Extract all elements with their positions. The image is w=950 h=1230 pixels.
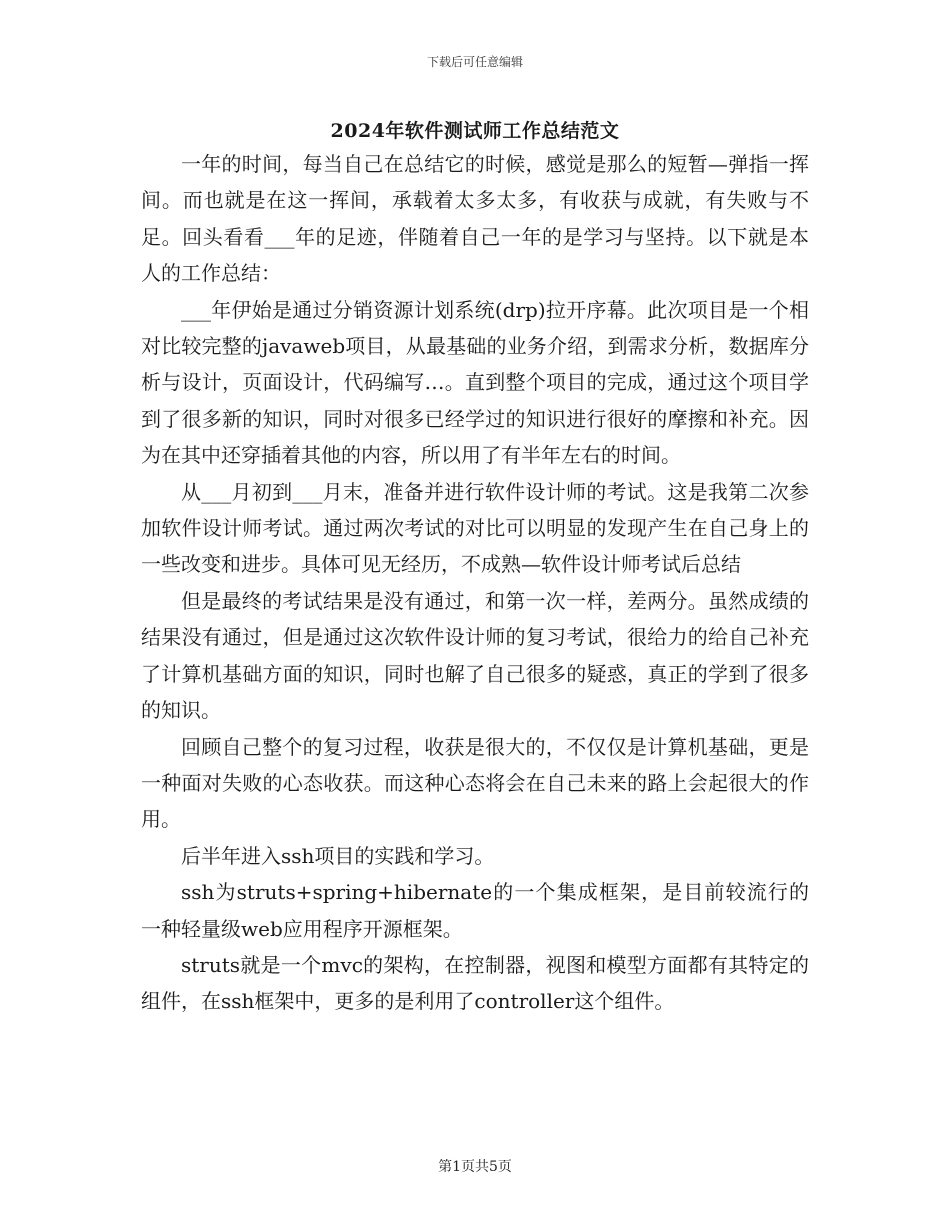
- paragraph: 从___月初到___月末，准备并进行软件设计师的考试。这是我第二次参加软件设计师考试。通过两次考试的对比可以明显的发现产生在自己身上的一些改变和进步。具体可见无经历，不成熟—软件设计师考试后总结: [141, 479, 809, 577]
- document-body: [141, 146, 809, 1020]
- page-number: 第1页共5页: [438, 1159, 512, 1175]
- paragraph: 后半年进入ssh项目的实践和学习。: [181, 843, 495, 868]
- paragraph: struts就是一个mvc的架构，在控制器，视图和模型方面都有其特定的组件，在ssh框架中，更多的是利用了controller这个组件。: [141, 952, 809, 1014]
- paragraph: 但是最终的考试结果是没有通过，和第一次一样，差两分。虽然成绩的结果没有通过，但是通过这次软件设计师的复习考试，很给力的给自己补充了计算机基础方面的知识，同时也解了自己很多的疑惑，真正的学到了很多的知识。: [141, 588, 809, 723]
- paragraph: 一年的时间，每当自己在总结它的时候，感觉是那么的短暂—弹指一挥间。而也就是在这一挥间，承载着太多太多，有收获与成就，有失败与不足。回头看看___年的足迹，伴随着自己一年的是学习与坚持。以下就是本人的工作总结：: [141, 152, 809, 286]
- header-note: 下载后可任意编辑: [426, 55, 523, 69]
- paragraph: ssh为struts+spring+hibernate的一个集成框架，是目前较流行的一种轻量级web应用程序开源框架。: [141, 880, 809, 941]
- paragraph: ___年伊始是通过分销资源计划系统(drp)拉开序幕。此次项目是一个相对比较完整的javaweb项目，从最基础的业务介绍，到需求分析，数据库分析与设计，页面设计，代码编写…。直到整个项目的完成，通过这个项目学到了很多新的知识，同时对很多已经学过的知识进行很好的摩擦和补充。因为在其中还穿插着其他的内容，所以用了有半年左右的时间。: [141, 297, 809, 468]
- paragraph: 回顾自己整个的复习过程，收获是很大的，不仅仅是计算机基础，更是一种面对失败的心态收获。而这种心态将会在自己未来的路上会起很大的作用。: [141, 734, 809, 832]
- document-title: 2024年软件测试师工作总结范文: [330, 120, 620, 142]
